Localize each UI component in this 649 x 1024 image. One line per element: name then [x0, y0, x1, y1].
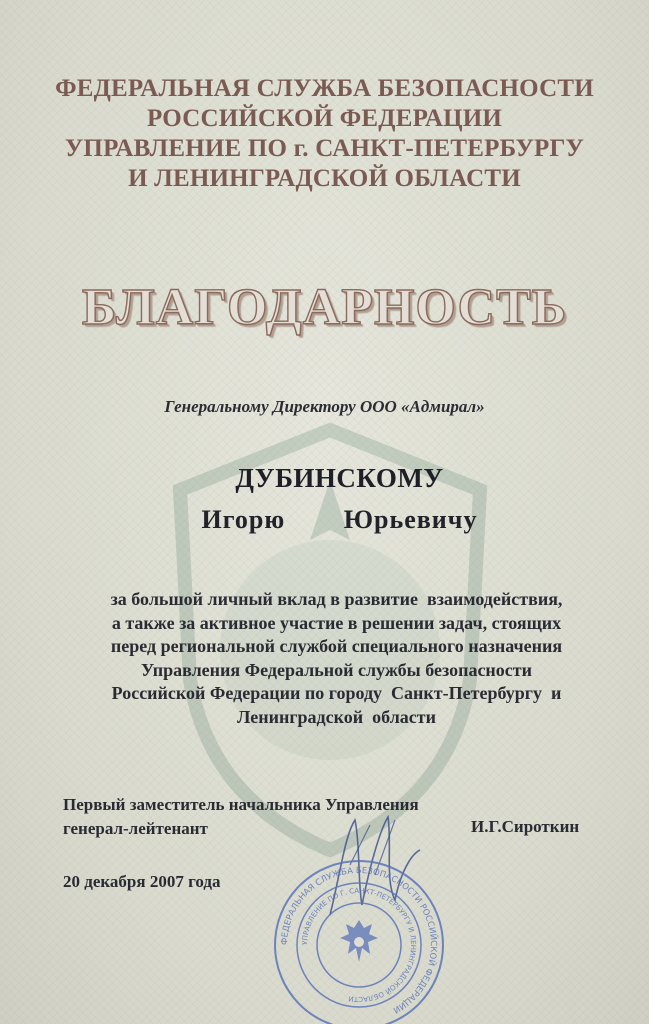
recipient-position: Генеральному Директору ООО «Адмирал»	[164, 397, 485, 416]
header-line: РОССИЙСКОЙ ФЕДЕРАЦИИ	[146, 105, 503, 132]
issue-date: 20 декабря 2007 года	[63, 872, 221, 891]
citation-line: Ленинградской области	[236, 706, 437, 727]
header-line: УПРАВЛЕНИЕ ПО г. САНКТ-ПЕТЕРБУРГУ	[64, 135, 585, 162]
header-line: И ЛЕНИНГРАДСКОЙ ОБЛАСТИ	[128, 165, 521, 192]
seal-inner-text: УПРАВЛЕНИЕ ПО Г. САНКТ-ПЕТЕРБУРГУ И ЛЕНИНГРАДСКОЙ ОБЛАСТИ	[300, 886, 418, 1004]
signatory-rank: генерал-лейтенант	[63, 819, 208, 838]
issuing-authority-header	[0, 74, 649, 194]
document-title: БЛАГОДАРНОСТЬ	[81, 279, 568, 336]
signatory-position-line: Первый заместитель начальника Управления	[63, 795, 419, 814]
citation-line: Управления Федеральной службы безопасности	[140, 659, 533, 680]
official-seal	[272, 858, 446, 1024]
citation-line: а также за активное участие в решении задач, стоящих	[111, 612, 562, 633]
citation-text	[0, 588, 649, 729]
signatory-name: И.Г.Сироткин	[471, 817, 580, 836]
citation-line: перед региональной службой специального назначения	[110, 636, 563, 656]
header-line: ФЕДЕРАЛЬНАЯ СЛУЖБА БЕЗОПАСНОСТИ	[55, 75, 594, 102]
recipient-given-names: Игорю Юрьевичу	[201, 505, 478, 534]
citation-line: за большой личный вклад в развитие взаимодействия,	[110, 589, 563, 609]
recipient-surname: ДУБИНСКОМУ	[235, 463, 444, 493]
double-headed-eagle-icon	[340, 920, 378, 962]
seal-outer-text: ФЕДЕРАЛЬНАЯ СЛУЖБА БЕЗОПАСНОСТИ РОССИЙСКОЙ ФЕДЕРАЦИИ	[279, 865, 439, 1015]
citation-line: Российской Федерации по городу Санкт-Петербургу и	[111, 683, 562, 703]
